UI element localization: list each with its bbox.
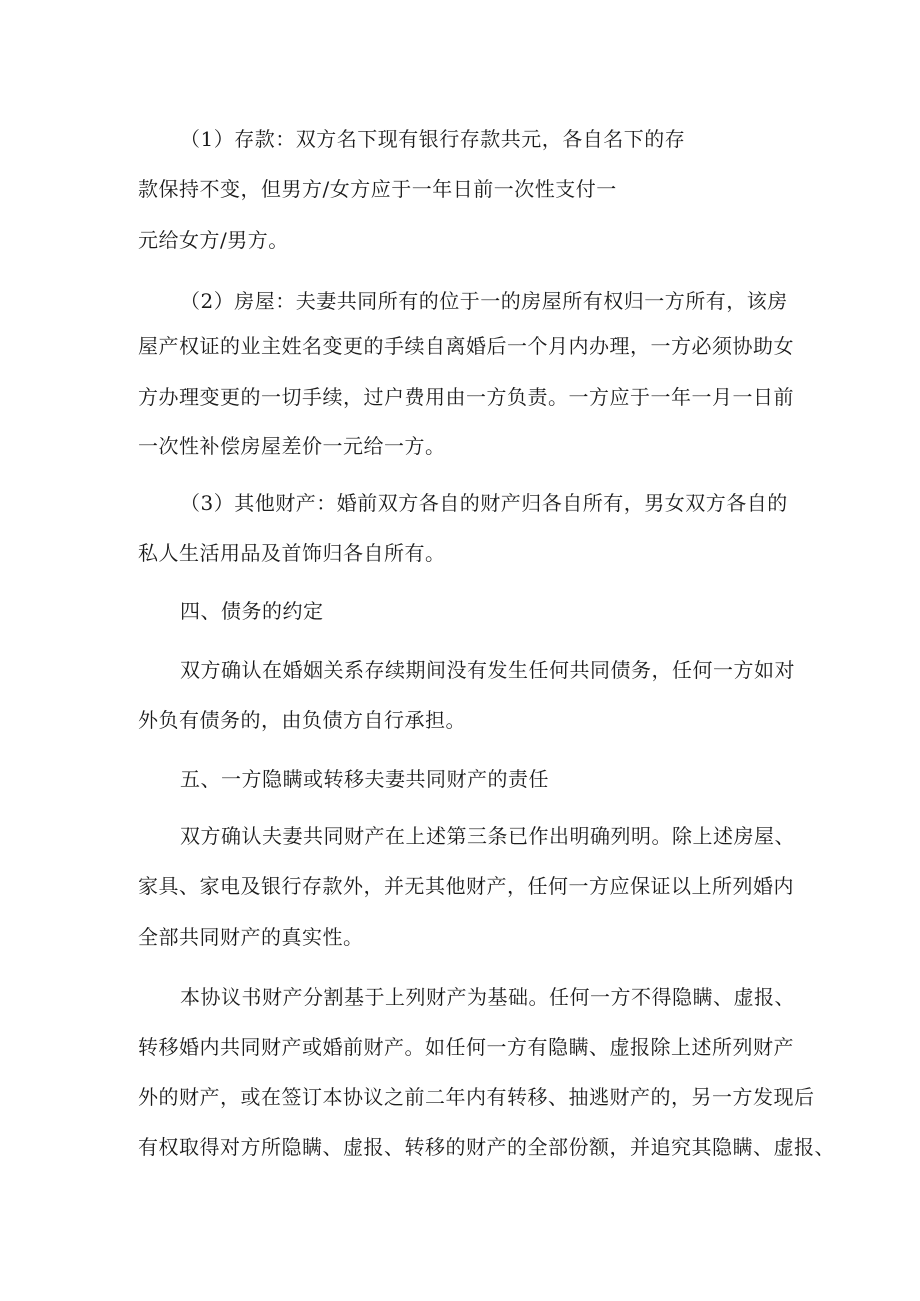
paragraph-house-line-3: 方办理变更的一切手续，过户费用由一方负责。一方应于一年一月一日前 [138,385,794,409]
paragraph-other-property-line-2: 私人生活用品及首饰归各自所有。 [138,541,446,565]
paragraph-house-line-4: 一次性补偿房屋差价一元给一方。 [138,434,446,458]
paragraph-agreement-line-1: 本协议书财产分割基于上列财产为基础。任何一方不得隐瞒、虚报、 [180,985,795,1009]
paragraph-agreement-line-4: 有权取得对方所隐瞒、虚报、转移的财产的全部份额，并追究其隐瞒、虚报、 [138,1135,835,1159]
section-heading-concealment: 五、一方隐瞒或转移夫妻共同财产的责任 [180,767,549,791]
paragraph-debt-line-1: 双方确认在婚姻关系存续期间没有发生任何共同债务，任何一方如对 [180,658,795,682]
section-heading-debt: 四、债务的约定 [180,599,324,623]
paragraph-deposit-line-2: 款保持不变，但男方/女方应于一年日前一次性支付一 [138,177,617,201]
paragraph-confirm-line-1: 双方确认夫妻共同财产在上述第三条已作出明确列明。除上述房屋、 [180,824,795,848]
paragraph-debt-line-2: 外负有债务的，由负债方自行承担。 [138,708,466,732]
paragraph-confirm-line-3: 全部共同财产的真实性。 [138,925,364,949]
paragraph-other-property-line-1: （3）其他财产：婚前双方各自的财产归各自所有，男女双方各自的 [180,491,788,515]
paragraph-house-line-1: （2）房屋：夫妻共同所有的位于一的房屋所有权归一方所有，该房 [180,289,788,313]
paragraph-deposit-line-3: 元给女方/男方。 [138,228,289,252]
paragraph-deposit-line-1: （1）存款：双方名下现有银行存款共元，各自名下的存 [180,127,686,151]
paragraph-agreement-line-3: 外的财产，或在签订本协议之前二年内有转移、抽逃财产的，另一方发现后 [138,1085,815,1109]
paragraph-house-line-2: 屋产权证的业主姓名变更的手续自离婚后一个月内办理，一方必须协助女 [138,334,794,358]
paragraph-agreement-line-2: 转移婚内共同财产或婚前财产。如任何一方有隐瞒、虚报除上述所列财产 [138,1035,794,1059]
paragraph-confirm-line-2: 家具、家电及银行存款外，并无其他财产，任何一方应保证以上所列婚内 [138,874,794,898]
